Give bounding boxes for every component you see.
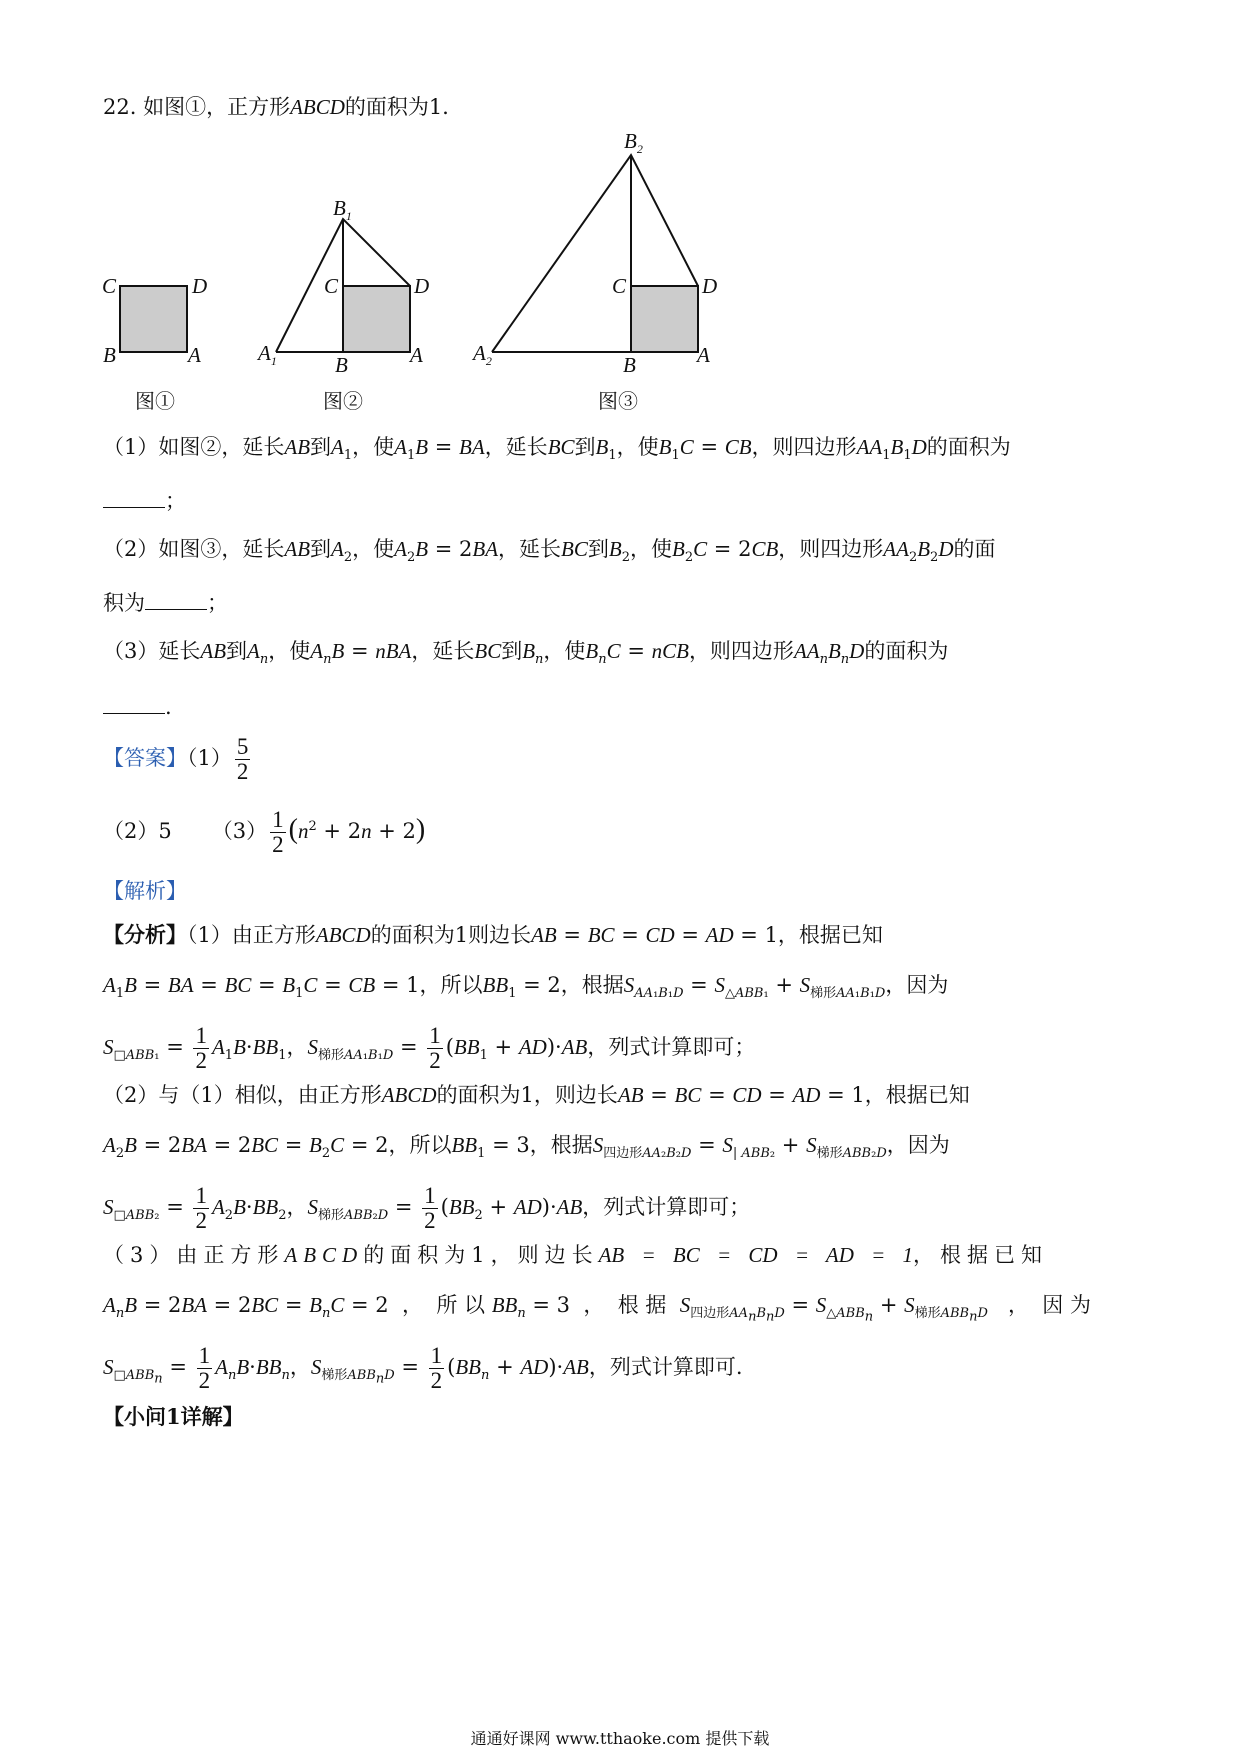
svg-text:C: C (324, 274, 339, 298)
svg-text:A: A (410, 343, 423, 367)
svg-text:C: C (102, 274, 117, 298)
svg-text:A: A (697, 343, 710, 367)
analysis-label: 【解析】 (103, 879, 187, 903)
svg-text:D: D (192, 274, 208, 298)
analysis-line-6: $S_{□ABB_2}$ = $\frac{1}{2}$ $A_2B\cdot BB_2$，$S_{梯形ABB_2D}$ = $\frac{1}{2}$ $(BB_2 + AD)\cdot AB$，列式计算即可； (103, 1183, 751, 1233)
caption-3: 图③ (598, 389, 638, 413)
answer-blank-2: 积为 ； (103, 591, 228, 615)
svg-text:B: B (335, 353, 348, 377)
answer-blank-3: . (103, 692, 172, 722)
page-footer: 通通好课网 www.tthaoke.com 提供下载 (470, 1729, 770, 1748)
svg-text:D: D (702, 274, 718, 298)
problem-intro: 22. 如图①，正方形ABCD的面积为1． (103, 95, 464, 119)
answer-blank-1: ； (103, 486, 186, 516)
caption-1: 图① (135, 389, 175, 413)
figure-3 (471, 129, 717, 413)
question-part1: （1）如图②，延长AB到$A_1$，使$A_1B$ = BA，延长BC到$B_1$，使$B_1C$ = CB，则四边形$AA_1B_1D$的面积为 (103, 435, 1011, 464)
answer-1: 【答案】（1） $\frac{5}{2}$ (103, 734, 249, 784)
question-part3: （3）延长AB到$A_n$，使$A_nB$ = nBA，延长BC到$B_n$，使$B_nC$ = nCB，则四边形$AA_nB_nD$的面积为 (103, 639, 949, 668)
figure-2 (256, 196, 429, 413)
analysis-line-4: （2）与（1）相似，由正方形ABCD的面积为1，则边长AB = BC = CD = AD = 1，根据已知 (103, 1083, 970, 1107)
svg-text:C: C (612, 274, 627, 298)
svg-text:B: B (103, 343, 116, 367)
svg-text:D: D (414, 274, 430, 298)
figure-1 (102, 274, 207, 413)
svg-text:A: A (188, 343, 201, 367)
geometry-figures (0, 120, 1240, 464)
svg-text:B2: $B_2$ (624, 129, 643, 156)
analysis-line-7: （3）由正方形ABCD的面积为1，则边长AB = BC = CD = AD = 1，根据已知 (103, 1243, 1049, 1267)
analysis-line-2: $A_1B$ = BA = BC = $B_1C$ = CB = 1，所以$BB_1 = 2$，根据$S_{AA_1B_1D} = S_{\triangle ABB_1} + S_{梯形AA_1B_1D}$，因为 (103, 973, 949, 1002)
caption-2: 图② (323, 389, 363, 413)
detail-label: 【小问1详解】 (103, 1404, 244, 1429)
answer-2-3: （2）5 （3） $\frac{1}{2}$ $(n^2 + 2n + 2)$ (103, 807, 426, 857)
analysis-line-5: $A_2B = 2BA = 2BC = B_2C = 2$，所以$BB_1 = 3$，根据$S_{四边形AA_2B_2D} = S_{| ABB_2} + S_{梯形ABB_2D}$，因为 (103, 1133, 950, 1162)
analysis-line-8: $A_nB = 2BA = 2BC = B_nC = 2$ ， 所 以 $BB_n = 3$ ， 根 据 $S_{四边形AA_nB_nD} = S_{\triangle ABB_n} + S_{梯形ABB_nD}$ ， 因 为 (103, 1293, 1091, 1325)
svg-text:A1: $A_1$ (258, 341, 277, 368)
analysis-line-9: $S_{□ABB_n}$ = $\frac{1}{2}$ $A_nB\cdot BB_n$，$S_{梯形ABB_nD}$ = $\frac{1}{2}$ $(BB_n + AD)\cdot AB$，列式计算即可. (103, 1343, 743, 1393)
svg-text:B1: $B_1$ (333, 196, 352, 223)
analysis-line-1: 【分析】（1）由正方形ABCD的面积为1则边长AB = BC = CD = AD = 1，根据已知 (103, 922, 883, 947)
svg-text:A2: $A_2$ (473, 341, 492, 368)
analysis-line-3: $S_{□ABB_1}$ = $\frac{1}{2}$ $A_1B\cdot BB_1$，$S_{梯形AA_1B_1D}$ = $\frac{1}{2}$ $(BB_1 + AD)\cdot AB$，列式计算即可； (103, 1023, 756, 1073)
question-part2: （2）如图③，延长AB到$A_2$，使$A_2B = 2BA$，延长BC到$B_2$，使$B_2C = 2CB$，则四边形$AA_2B_2D$的面 (103, 537, 996, 566)
svg-text:B: B (623, 353, 636, 377)
